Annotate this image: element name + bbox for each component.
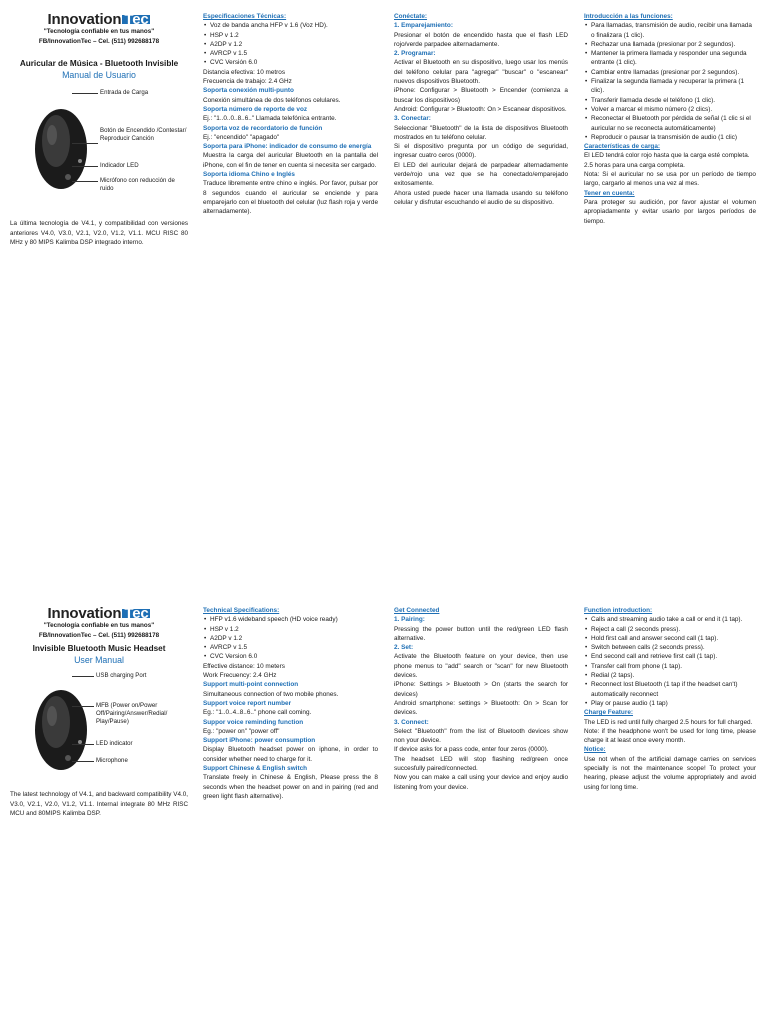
multipoint-heading: Soporta conexión multi-punto	[203, 87, 294, 95]
care-text: Use not when of the artificial damage carries on services specially is not the maintenance scope! To protect your hearing, please adjust the volume appropriately and avoid using for long time.	[584, 755, 756, 791]
spec-line: Distancia efectiva: 10 metros	[203, 68, 286, 76]
multipoint-text: Conexión simultánea de dos teléfonos celulares.	[203, 96, 341, 104]
list-item: • A2DP v 1.2	[203, 634, 378, 643]
functions-column	[584, 12, 756, 226]
step-3-text: Seleccionar "Bluetooth" de la lista de dispositivos Bluetooth mostrados en tu teléfono celular.	[394, 124, 568, 141]
functions-heading: Function introduction:	[584, 607, 653, 614]
functions-list	[584, 21, 756, 142]
list-item: • HFP v1.6 wideband speech (HD voice ready)	[203, 615, 378, 624]
specs-list	[203, 615, 378, 661]
step-3-heading: 3. Connect:	[394, 718, 429, 726]
callout-charge-input: Entrada de Carga	[100, 89, 149, 97]
specs-column	[203, 606, 378, 801]
callout-line	[72, 676, 94, 677]
list-item: • CVC Versión 6.0	[203, 58, 378, 67]
step-3-text: If device asks for a pass code, enter four zeros (0000).	[394, 746, 549, 754]
list-item: • Redial (2 taps).	[584, 671, 756, 680]
brand-name: Innovation	[47, 605, 122, 622]
callout-mfb-button: MFB (Power on/Power Off/Pairing/Answer/Redial/ Play/Pause)	[96, 702, 168, 726]
care-heading: Tener en cuenta:	[584, 189, 635, 197]
callout-usb-port: USB charging Port	[96, 672, 147, 680]
voice-report-heading: Support voice report number	[203, 699, 292, 707]
callout-led: Indicador LED	[100, 162, 139, 170]
intro-text: La última tecnología de V4.1, y compatibilidad con versiones anteriores V4.0, V3.0, V2.1, V2.0, V1.2, V1.1. MCU RISC 80 MHz y 80 MIPS Kalimba DSP integrado interno.	[10, 220, 188, 246]
charge-text: El LED tendrá color rojo hasta que la carga esté completa.	[584, 152, 750, 160]
list-item: • Finalizar la segunda llamada y recuperar la primera (1 clic).	[584, 77, 756, 96]
iphone-text: Display Bluetooth headset power on iphone, in order to consider whether need to charge for it.	[203, 746, 378, 763]
voice-report-text: Ej.: "1..0..0..8..6.." Llamada telefónica entrante.	[203, 115, 337, 123]
cover-column	[10, 12, 188, 247]
charge-note: Nota: Si el auricular no se usa por un período de tiempo largo, cargarlo al menos una vez al mes.	[584, 171, 756, 188]
step-3-text: The headset LED will stop flashing red/green once succesfully paired/connected.	[394, 755, 568, 773]
list-item: • Transfer call from phone (1 tap).	[584, 662, 756, 671]
care-heading: Notice:	[584, 746, 606, 754]
callout-line	[72, 181, 98, 182]
callout-line	[72, 143, 98, 144]
functions-heading: Introducción a las funciones:	[584, 13, 673, 20]
list-item: • Para llamadas, transmisión de audio, recibir una llamada o finalizara (1 clic).	[584, 21, 756, 40]
intro-text: The latest technology of V4.1, and backward compatibility V4.0, V3.0, V2.1, V2.0, V1.2, V1.1. Internal integrate 80 MHz RISC MCU and 80MIPS Kalimba DSP.	[10, 791, 188, 817]
brand-accent: Tec	[124, 605, 149, 622]
list-item: • Switch between calls (2 seconds press).	[584, 643, 756, 652]
spec-line: Effective distance: 10 meters	[203, 662, 285, 670]
callout-line	[72, 706, 94, 707]
charge-heading: Charge Feature:	[584, 709, 634, 717]
step-1-text: Presionar el botón de encendido hasta que el flash LED rojo/verde parpadee alternadamente.	[394, 31, 568, 48]
step-3-heading: 3. Conectar:	[394, 115, 431, 123]
charge-heading: Características de carga:	[584, 143, 661, 151]
step-3-text: Si el dispositivo pregunta por un código de seguridad, ingresar cuatro ceros (0000).	[394, 143, 568, 160]
brand-name: Innovation	[47, 11, 122, 28]
step-3-text: Now you can make a call using your device and enjoy audio listening from your device.	[394, 774, 568, 791]
step-1-text: Pressing the power button until the red/green LED flash alternative.	[394, 625, 568, 642]
list-item: • CVC Version 6.0	[203, 652, 378, 661]
iphone-text: Muestra la carga del auricular Bluetooth en la pantalla del iPhone, con el fin de tener en cuenta si necesita ser cargado.	[203, 152, 378, 169]
list-item: • Rechazar una llamada (presionar por 2 segundos).	[584, 40, 756, 49]
voice-reminder-text: Eg.: "power on" "power off"	[203, 727, 280, 735]
tagline: "Tecnología confiable en tus manos"	[43, 622, 155, 630]
step-1-heading: 1. Emparejamiento:	[394, 22, 453, 30]
earbud-diagram	[10, 668, 188, 786]
spec-line: Work Frecuency: 2.4 GHz	[203, 672, 277, 680]
multipoint-heading: Support multi-point connection	[203, 681, 299, 689]
spanish-manual-page	[0, 6, 768, 506]
brand-accent: Tec	[124, 11, 149, 28]
step-2-iphone: iPhone: Settings > Bluetooth > On (starts the search for devices)	[394, 681, 568, 698]
callout-microphone: Microphone	[96, 757, 128, 765]
callout-power-button: Botón de Encendido /Contestar/ Reproducir Canción	[100, 127, 187, 143]
charge-text: The LED is red until fully charged 2.5 hours for full charged.	[584, 718, 753, 726]
step-2-text: Activar el Bluetooth en su dispositivo, luego usar los menús del teléfono celular para "agregar" "buscar" o "escanear" nuevos dispositivos Bluetooth.	[394, 59, 568, 86]
step-2-android: Android smartphone: settings > Bluetooth: On > Scan for devices.	[394, 699, 568, 717]
step-3-text: El LED del auricular dejará de parpadear alternadamente verde/rojo una vez que se ha conectado/emparejado exitosamente.	[394, 161, 568, 188]
manual-title: User Manual	[74, 655, 124, 666]
product-title: Invisible Bluetooth Music Headset	[32, 644, 166, 654]
voice-reminder-text: Ej.: "encendido" "apagado"	[203, 133, 280, 141]
brand-logo	[10, 605, 188, 622]
step-2-text: Activate the Bluetooth feature on your device, then use phone menus to "add" search or "scan" for new Bluetooth devices.	[394, 653, 568, 680]
list-item: • HSP v 1.2	[203, 31, 378, 40]
step-3-text: Select "Bluetooth" from the list of Bluetooth devices show non your device.	[394, 727, 568, 745]
voice-reminder-heading: Suppor voice reminding function	[203, 718, 304, 726]
connect-column	[394, 12, 568, 207]
list-item: • AVRCP v 1.5	[203, 643, 378, 652]
list-item: • Volver a marcar el mismo número (2 clics).	[584, 105, 756, 114]
list-item: • AVRCP v 1.5	[203, 49, 378, 58]
voice-report-text: Eg.: "1..0..4..8..6.." phone call coming.	[203, 709, 312, 717]
specs-column	[203, 12, 378, 217]
list-item: • Transferir llamada desde el teléfono (1 clic).	[584, 96, 756, 105]
callout-line	[72, 761, 94, 762]
care-text: Para proteger su audición, por favor ajustar el volumen apropiadamente y evitar usarlo por largos períodos de tiempo.	[584, 198, 756, 225]
callout-line	[72, 166, 98, 167]
list-item: • Reject a call (2 seconds press).	[584, 625, 756, 634]
connect-heading: Get Connected	[394, 607, 440, 614]
list-item: • Reproducir o pausar la transmisión de audio (1 clic)	[584, 133, 756, 142]
callout-line	[72, 744, 94, 745]
language-heading: Soporta idioma Chino e Inglés	[203, 171, 295, 179]
voice-reminder-heading: Soporta voz de recordatorio de función	[203, 124, 323, 132]
multipoint-text: Simultaneous connection of two mobile phones.	[203, 690, 339, 698]
earbud-illustration	[28, 672, 98, 782]
brand-logo	[10, 11, 188, 28]
list-item: • Hold first call and answer second call (1 tap).	[584, 634, 756, 643]
specs-heading: Technical Specifications:	[203, 607, 280, 614]
callout-microphone: Micrófono con reducción de ruido	[100, 177, 175, 193]
list-item: • Calls and streaming audio take a call or end it (1 tap).	[584, 615, 756, 624]
step-1-heading: 1. Pairing:	[394, 616, 425, 624]
cover-column	[10, 606, 188, 818]
contact-info: FB/InnovationTec – Cel. (511) 992688178	[38, 38, 160, 46]
functions-list	[584, 615, 756, 708]
step-2-heading: 2. Set:	[394, 644, 414, 652]
language-text: Translate freely in Chinese & English, Please press the 8 seconds when the headset power on and in pairing (red and green light flash alternative).	[203, 774, 378, 800]
earbud-illustration	[28, 91, 98, 201]
spec-line: Frecuencia de trabajo: 2.4 GHz	[203, 78, 292, 86]
charge-text: 2.5 horas para una carga completa.	[584, 161, 685, 169]
list-item: • End second call and retrieve first call (1 tap).	[584, 652, 756, 661]
list-item: • HSP v 1.2	[203, 625, 378, 634]
connect-column	[394, 606, 568, 792]
manual-title: Manual de Usuario	[62, 70, 136, 81]
english-manual-page	[0, 600, 768, 1020]
functions-column	[584, 606, 756, 792]
list-item: • Reconnect lost Bluetooth (1 tap if the headset can't) automatically reconnect	[584, 680, 756, 699]
step-2-android: Android: Configurar > Bluetooth: On > Escanear dispositivos.	[394, 105, 567, 113]
step-3-text: Ahora usted puede hacer una llamada usando su teléfono celular y disfrutar escuchando el audio de su dispositivo.	[394, 189, 568, 206]
language-heading: Support Chinese & English switch	[203, 765, 308, 773]
list-item: • Mantener la primera llamada y responder una segunda entrante (1 clic).	[584, 49, 756, 68]
iphone-heading: Soporta para iPhone: indicador de consumo de energía	[203, 143, 372, 151]
callout-led: LED indicator	[96, 740, 133, 748]
list-item: • Play or pause audio (1 tap)	[584, 699, 756, 708]
specs-list	[203, 21, 378, 67]
callout-line	[72, 93, 98, 94]
charge-text: Note: if the headphone won't be used for long time, please charge it at least once every month.	[584, 727, 756, 745]
step-2-iphone: iPhone: Configurar > Bluetooth > Encender (comienza a buscar los dispositivos)	[394, 87, 568, 104]
list-item: • Cambiar entre llamadas (presionar por 2 segundos).	[584, 68, 756, 77]
specs-heading: Especificaciones Técnicas:	[203, 13, 287, 20]
earbud-diagram	[10, 87, 188, 215]
list-item: • Voz de banda ancha HFP v 1.6 (Voz HD).	[203, 21, 378, 30]
voice-report-heading: Soporta número de reporte de voz	[203, 105, 308, 113]
tagline: "Tecnología confiable en tus manos"	[43, 28, 155, 36]
step-2-heading: 2. Programar:	[394, 50, 436, 58]
connect-heading: Conéctate:	[394, 13, 428, 20]
product-title: Auricular de Música - Bluetooth Invisible	[19, 59, 179, 69]
contact-info: FB/InnovationTec – Cel. (511) 992688178	[38, 632, 160, 640]
list-item: • Reconectar el Bluetooth por pérdida de señal (1 clic si el auricular no se reconecta automáticamente)	[584, 114, 756, 133]
list-item: • A2DP v 1.2	[203, 40, 378, 49]
language-text: Traduce libremente entre chino e inglés. Por favor, pulsar por 8 segundos cuando el auricular se enciende y para emparejarlo con el bluetooth del celular (luz flash roja y verde alternadamente).	[203, 180, 378, 216]
iphone-heading: Support iPhone: power consumption	[203, 737, 316, 745]
